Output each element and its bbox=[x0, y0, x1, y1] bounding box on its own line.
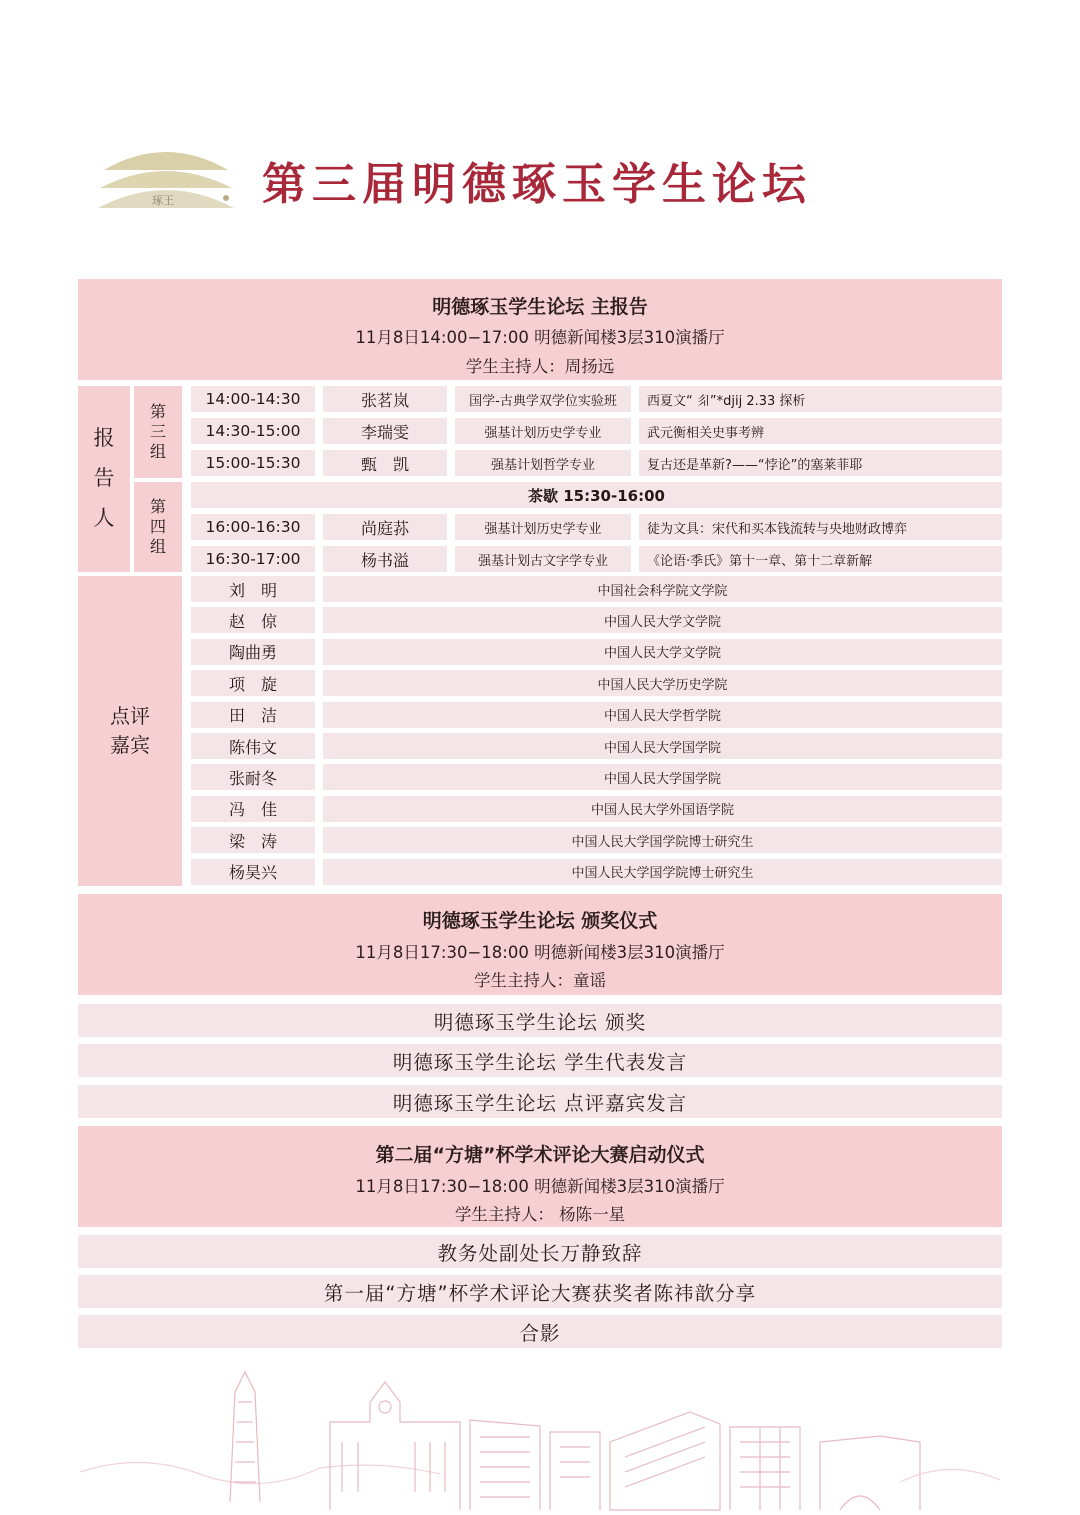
launch-ceremony-time-place: 11月8日17:30−18:00 明德新闻楼3层310演播厅 bbox=[355, 1177, 725, 1196]
tea-break: 茶歇 15:30-16:00 bbox=[191, 482, 1002, 508]
reporter-name: 杨书溢 bbox=[323, 546, 447, 572]
launch-item: 合影 bbox=[78, 1315, 1002, 1348]
launch-ceremony-header bbox=[78, 1126, 1002, 1227]
reviewer-affiliation: 中国人民大学国学院博士研究生 bbox=[323, 859, 1002, 885]
main-report-host: 学生主持人：周扬远 bbox=[465, 357, 615, 376]
reviewer-name: 陶曲勇 bbox=[191, 639, 315, 665]
reporter-name: 甄 凯 bbox=[323, 450, 447, 476]
reviewer-name: 项 旋 bbox=[191, 670, 315, 696]
award-ceremony-header bbox=[78, 894, 1002, 995]
reporter-name: 张茗岚 bbox=[323, 386, 447, 412]
launch-item: 教务处副处长万静致辞 bbox=[78, 1235, 1002, 1268]
report-topic: 复古还是革新?——“悖论”的塞莱菲耶 bbox=[639, 450, 1002, 476]
launch-ceremony-host: 学生主持人： 杨陈一星 bbox=[454, 1205, 626, 1224]
reviewer-affiliation: 中国人民大学文学院 bbox=[323, 607, 1002, 633]
main-report-title: 明德琢玉学生论坛 主报告 bbox=[432, 296, 648, 318]
reviewer-name: 杨昊兴 bbox=[191, 859, 315, 885]
group3-label: 第 三 组 bbox=[134, 386, 182, 478]
report-topic: 徒为文具：宋代和买本钱流转与央地财政博弈 bbox=[639, 514, 1002, 540]
report-time: 16:30-17:00 bbox=[191, 546, 315, 572]
award-ceremony-time-place: 11月8日17:30−18:00 明德新闻楼3层310演播厅 bbox=[355, 943, 725, 962]
main-report-time-place: 11月8日14:00−17:00 明德新闻楼3层310演播厅 bbox=[355, 328, 725, 347]
award-item: 明德琢玉学生论坛 学生代表发言 bbox=[78, 1044, 1002, 1077]
reviewer-affiliation: 中国人民大学国学院 bbox=[323, 733, 1002, 759]
forum-logo bbox=[96, 140, 236, 216]
reviewer-affiliation: 中国人民大学外国语学院 bbox=[323, 796, 1002, 822]
reviewer-affiliation: 中国人民大学历史学院 bbox=[323, 670, 1002, 696]
reviewer-name: 梁 涛 bbox=[191, 827, 315, 853]
reporter-name: 李瑞雯 bbox=[323, 418, 447, 444]
reviewers-label: 点评 嘉宾 bbox=[78, 576, 182, 886]
reporters-label: 报 告 人 bbox=[78, 386, 130, 572]
reporter-program: 强基计划哲学专业 bbox=[455, 450, 631, 476]
reporter-name: 尚庭荪 bbox=[323, 514, 447, 540]
reviewer-name: 冯 佳 bbox=[191, 796, 315, 822]
launch-item: 第一届“方塘”杯学术评论大赛获奖者陈祎歆分享 bbox=[78, 1275, 1002, 1308]
launch-ceremony-title: 第二届“方塘”杯学术评论大赛启动仪式 bbox=[375, 1144, 705, 1166]
reporter-program: 国学-古典学双学位实验班 bbox=[455, 386, 631, 412]
reviewer-name: 张耐冬 bbox=[191, 764, 315, 790]
campus-skyline-illustration bbox=[80, 1362, 1000, 1512]
report-time: 15:00-15:30 bbox=[191, 450, 315, 476]
report-time: 14:30-15:00 bbox=[191, 418, 315, 444]
reporter-program: 强基计划历史学专业 bbox=[455, 514, 631, 540]
forum-title: 第三届明德琢玉学生论坛 bbox=[262, 159, 812, 210]
reviewer-affiliation: 中国人民大学文学院 bbox=[323, 639, 1002, 665]
report-time: 14:00-14:30 bbox=[191, 386, 315, 412]
award-item: 明德琢玉学生论坛 点评嘉宾发言 bbox=[78, 1085, 1002, 1118]
reporter-program: 强基计划历史学专业 bbox=[455, 418, 631, 444]
report-topic: 武元衡相关史事考辨 bbox=[639, 418, 1002, 444]
award-ceremony-host: 学生主持人：童谣 bbox=[474, 971, 606, 990]
reviewer-affiliation: 中国人民大学哲学院 bbox=[323, 702, 1002, 728]
report-topic: 西夏文“ 𗼃”*djij 2.33 探析 bbox=[639, 386, 1002, 412]
logo-text: 琢王 bbox=[152, 194, 174, 207]
reviewer-affiliation: 中国人民大学国学院 bbox=[323, 764, 1002, 790]
report-time: 16:00-16:30 bbox=[191, 514, 315, 540]
reviewer-name: 田 洁 bbox=[191, 702, 315, 728]
reviewer-affiliation: 中国人民大学国学院博士研究生 bbox=[323, 827, 1002, 853]
reviewer-name: 陈伟文 bbox=[191, 733, 315, 759]
report-topic: 《论语·季氏》第十一章、第十二章新解 bbox=[639, 546, 1002, 572]
award-item: 明德琢玉学生论坛 颁奖 bbox=[78, 1004, 1002, 1037]
reporter-program: 强基计划古文字学专业 bbox=[455, 546, 631, 572]
main-report-header bbox=[78, 279, 1002, 380]
reviewer-name: 赵 倞 bbox=[191, 607, 315, 633]
reviewer-affiliation: 中国社会科学院文学院 bbox=[323, 576, 1002, 602]
reviewer-name: 刘 明 bbox=[191, 576, 315, 602]
group4-label: 第 四 组 bbox=[134, 482, 182, 572]
award-ceremony-title: 明德琢玉学生论坛 颁奖仪式 bbox=[422, 910, 658, 932]
